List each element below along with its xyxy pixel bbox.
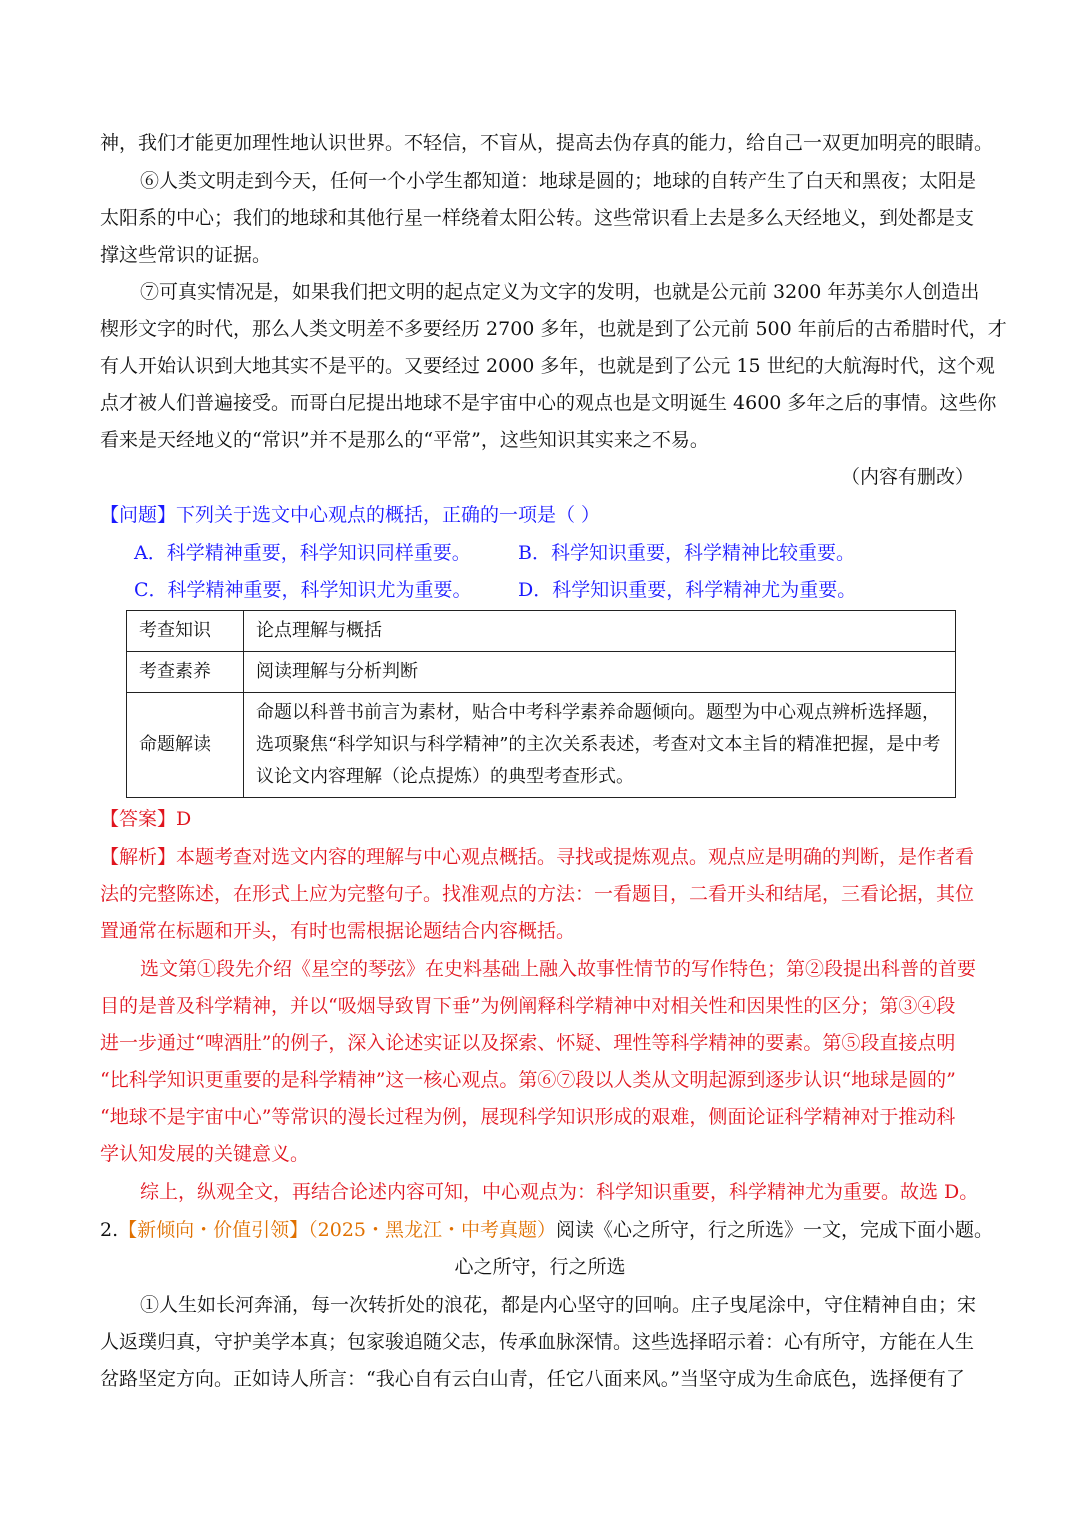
passage-line: 点才被人们普遍接受。而哥白尼提出地球不是宇宙中心的观点也是文明诞生 4600 多年之后的事情。这些你	[100, 392, 997, 414]
passage-line: 太阳系的中心；我们的地球和其他行星一样绕着太阳公转。这些常识看上去是多么天经地义，到处都是支	[100, 207, 975, 229]
option-a: A．科学精神重要，科学知识同样重要。	[134, 542, 471, 564]
analysis-line	[100, 844, 980, 870]
passage-line: 看来是天经地义的“常识”并不是那么的“平常”，这些知识其实来之不易。	[100, 429, 709, 451]
passage-note: （内容有删改）	[840, 466, 974, 488]
q2-number: 2.	[100, 1219, 119, 1241]
analysis-line: 学认知发展的关键意义。	[100, 1143, 310, 1165]
passage-line: 楔形文字的时代，那么人类文明差不多要经历 2700 多年，也就是到了公元前 500 年前后的古希腊时代，才	[100, 318, 1007, 340]
q2-instruction: 阅读《心之所守，行之所选》一文，完成下面小题。	[556, 1219, 994, 1241]
question-text: 下列关于选文中心观点的概括，正确的一项是（ ）	[176, 504, 601, 526]
table-body-cell: 命题以科普书前言为素材，贴合中考科学素养命题倾向。题型为中心观点辨析选择题，选项聚焦“科学知识与科学精神”的主次关系表述，考查对文本主旨的精准把握，是中考议论文内容理解（论点提炼）的典型考查形式。	[244, 693, 956, 798]
option-b: B．科学知识重要，科学精神比较重要。	[518, 542, 855, 564]
q2-title: 心之所守，行之所选	[454, 1256, 626, 1278]
analysis-line: “地球不是宇宙中心”等常识的漫长过程为例，展现科学知识形成的艰难，侧面论证科学精神对于推动科	[100, 1106, 956, 1128]
q2-source: （2025・黑龙江・中考真题）	[308, 1219, 557, 1241]
analysis-line: 法的完整陈述，在形式上应为完整句子。找准观点的方法：一看题目，二看开头和结尾，三看论据，其位	[100, 883, 975, 905]
table-body-cell: 论点理解与概括	[244, 611, 956, 652]
passage-line: ⑥人类文明走到今天，任何一个小学生都知道：地球是圆的；地球的自转产生了白天和黑夜；太阳是	[140, 170, 977, 192]
analysis-text: 本题考查对选文内容的理解与中心观点概括。寻找或提炼观点。观点应是明确的判断，是作者看	[176, 846, 975, 868]
info-table	[126, 610, 956, 798]
analysis-line: “比科学知识更重要的是科学精神”这一核心观点。第⑥⑦段以人类从文明起源到逐步认识“地球是圆的”	[100, 1069, 956, 1091]
passage-line: 有人开始认识到大地其实不是平的。又要经过 2000 多年，也就是到了公元 15 世纪的大航海时代，这个观	[100, 355, 995, 377]
passage-line: ⑦可真实情况是，如果我们把文明的起点定义为文字的发明，也就是公元前 3200 年苏美尔人创造出	[140, 281, 980, 303]
table-head-cell: 考查知识	[127, 611, 244, 652]
table-head-cell: 命题解读	[127, 693, 244, 798]
table-body-cell: 阅读理解与分析判断	[244, 652, 956, 693]
q2-tag: 【新倾向・价值引领】	[118, 1219, 309, 1241]
table-row	[127, 652, 956, 693]
answer-value: D	[176, 808, 192, 830]
analysis-tag: 【解析】	[100, 846, 177, 868]
answer-tag: 【答案】	[100, 808, 177, 830]
option-d: D．科学知识重要，科学精神尤为重要。	[518, 579, 857, 601]
analysis-conclusion: 综上，纵观全文，再结合论述内容可知，中心观点为：科学知识重要，科学精神尤为重要。故选 D。	[140, 1181, 979, 1203]
passage-line: 神，我们才能更加理性地认识世界。不轻信，不盲从，提高去伪存真的能力，给自己一双更加明亮的眼睛。	[100, 132, 994, 154]
option-c: C．科学精神重要，科学知识尤为重要。	[134, 579, 472, 601]
question-stem	[100, 502, 980, 528]
passage-line: 撑这些常识的证据。	[100, 244, 272, 266]
question-tag: 【问题】	[100, 504, 177, 526]
table-row	[127, 693, 956, 798]
q2-passage-line: ①人生如长河奔涌，每一次转折处的浪花，都是内心坚守的回响。庄子曳尾涂中，守住精神自由；宋	[140, 1294, 977, 1316]
table-head-cell: 考查素养	[127, 652, 244, 693]
q2-passage-line: 人返璞归真，守护美学本真；包家骏追随父志，传承血脉深情。这些选择昭示着：心有所守，方能在人生	[100, 1331, 975, 1353]
q2-heading	[100, 1217, 994, 1243]
analysis-line: 目的是普及科学精神，并以“吸烟导致胃下垂”为例阐释科学精神中对相关性和因果性的区分；第③④段	[100, 995, 956, 1017]
table-row	[127, 611, 956, 652]
q2-passage-line: 岔路坚定方向。正如诗人所言：“我心自有云白山青，任它八面来风。”当坚守成为生命底色，选择便有了	[100, 1368, 965, 1390]
analysis-line: 置通常在标题和开头，有时也需根据论题结合内容概括。	[100, 920, 576, 942]
analysis-line: 选文第①段先介绍《星空的琴弦》在史料基础上融入故事性情节的写作特色；第②段提出科普的首要	[140, 958, 977, 980]
analysis-line: 进一步通过“啤酒肚”的例子，深入论述实证以及探索、怀疑、理性等科学精神的要素。第⑤段直接点明	[100, 1032, 956, 1054]
answer-line	[100, 806, 980, 832]
